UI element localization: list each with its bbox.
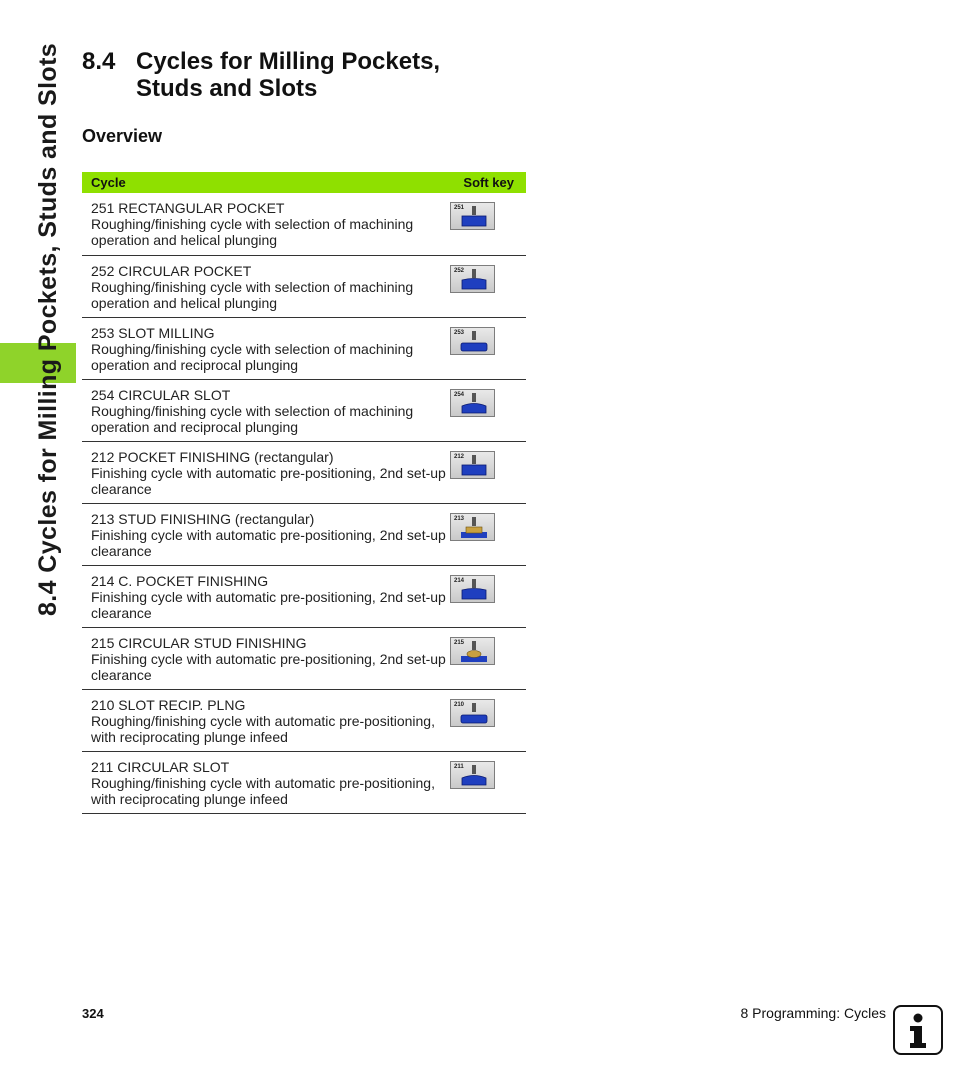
soft-key-cell	[448, 689, 526, 751]
soft-key-label: 214	[454, 577, 465, 584]
table-row	[82, 565, 526, 627]
footer-chapter: 8 Programming: Cycles	[740, 1005, 886, 1021]
cycle-cell	[82, 627, 448, 689]
cycles-table	[82, 172, 526, 814]
soft-key-cell	[448, 503, 526, 565]
soft-key-254[interactable]	[450, 389, 495, 417]
cycle-description: Finishing cycle with automatic pre-positioning, 2nd set-up clearance	[91, 650, 446, 683]
cycle-cell	[82, 317, 448, 379]
cycle-description: Roughing/finishing cycle with automatic pre-positioning, with reciprocating plunge infeed	[91, 774, 435, 807]
cycle-name: 212 POCKET FINISHING (rectangular)	[91, 448, 334, 465]
soft-key-label: 253	[454, 329, 465, 336]
cycle-name: 254 CIRCULAR SLOT	[91, 386, 231, 403]
table-header-row	[82, 172, 526, 193]
cycle-description: Finishing cycle with automatic pre-positioning, 2nd set-up clearance	[91, 588, 446, 621]
cycle-name: 215 CIRCULAR STUD FINISHING	[91, 634, 307, 651]
soft-key-cell	[448, 751, 526, 813]
soft-key-252[interactable]	[450, 265, 495, 293]
cycle-cell	[82, 565, 448, 627]
table-row	[82, 255, 526, 317]
soft-key-label: 212	[454, 453, 465, 460]
cycle-name: 253 SLOT MILLING	[91, 324, 215, 341]
cycle-cell	[82, 441, 448, 503]
soft-key-251[interactable]	[450, 202, 495, 230]
header-soft-key: Soft key	[448, 172, 526, 193]
soft-key-215[interactable]	[450, 637, 495, 665]
soft-key-label: 254	[454, 391, 465, 398]
table-row	[82, 193, 526, 255]
cycle-cell	[82, 193, 448, 255]
table-row	[82, 441, 526, 503]
cycle-name: 211 CIRCULAR SLOT	[91, 758, 230, 775]
cycle-description: Finishing cycle with automatic pre-positioning, 2nd set-up clearance	[91, 464, 446, 497]
soft-key-label: 215	[454, 639, 465, 646]
soft-key-cell	[448, 627, 526, 689]
cycle-description: Roughing/finishing cycle with selection of machining operation and reciprocal plunging	[91, 340, 414, 373]
soft-key-label: 252	[454, 267, 465, 274]
side-chapter-title: 8.4 Cycles for Milling Pockets, Studs and Slots	[34, 42, 62, 616]
page-title	[82, 48, 440, 102]
section-number: 8.4	[82, 48, 116, 75]
cycle-cell	[82, 503, 448, 565]
cycle-description: Roughing/finishing cycle with selection of machining operation and reciprocal plunging	[91, 402, 414, 435]
cycle-name: 210 SLOT RECIP. PLNG	[91, 696, 246, 713]
soft-key-label: 213	[454, 515, 465, 522]
table-row	[82, 751, 526, 813]
cycle-name: 213 STUD FINISHING (rectangular)	[91, 510, 315, 527]
title-line-2: Studs and Slots	[136, 75, 318, 102]
soft-key-cell	[448, 193, 526, 255]
soft-key-213[interactable]	[450, 513, 495, 541]
soft-key-211[interactable]	[450, 761, 495, 789]
soft-key-label: 210	[454, 701, 465, 708]
page-number: 324	[82, 1006, 104, 1021]
soft-key-cell	[448, 441, 526, 503]
table-body	[82, 193, 526, 813]
cycle-cell	[82, 751, 448, 813]
soft-key-label: 251	[454, 205, 465, 211]
cycle-cell	[82, 689, 448, 751]
table-row	[82, 627, 526, 689]
cycle-description: Roughing/finishing cycle with selection of machining operation and helical plunging	[91, 216, 414, 248]
table-row	[82, 379, 526, 441]
cycle-cell	[82, 379, 448, 441]
soft-key-label: 211	[454, 763, 464, 770]
table-row	[82, 317, 526, 379]
cycle-description: Roughing/finishing cycle with automatic pre-positioning, with reciprocating plunge infeed	[91, 712, 435, 745]
cycle-name: 251 RECTANGULAR POCKET	[91, 200, 285, 216]
soft-key-cell	[448, 317, 526, 379]
cycle-description: Finishing cycle with automatic pre-positioning, 2nd set-up clearance	[91, 526, 446, 559]
soft-key-cell	[448, 565, 526, 627]
cycle-name: 214 C. POCKET FINISHING	[91, 572, 269, 589]
soft-key-212[interactable]	[450, 451, 495, 479]
cycle-cell	[82, 255, 448, 317]
section-title: Overview	[82, 126, 163, 146]
table-row	[82, 503, 526, 565]
soft-key-210[interactable]	[450, 699, 495, 727]
soft-key-cell	[448, 255, 526, 317]
cycle-description: Roughing/finishing cycle with selection of machining operation and helical plunging	[91, 278, 414, 311]
title-line-1: Cycles for Milling Pockets,	[136, 48, 441, 75]
table-row	[82, 689, 526, 751]
info-icon	[893, 1005, 943, 1055]
cycle-name: 252 CIRCULAR POCKET	[91, 262, 252, 279]
soft-key-253[interactable]	[450, 327, 495, 355]
soft-key-214[interactable]	[450, 575, 495, 603]
header-cycle: Cycle	[82, 172, 448, 193]
soft-key-cell	[448, 379, 526, 441]
